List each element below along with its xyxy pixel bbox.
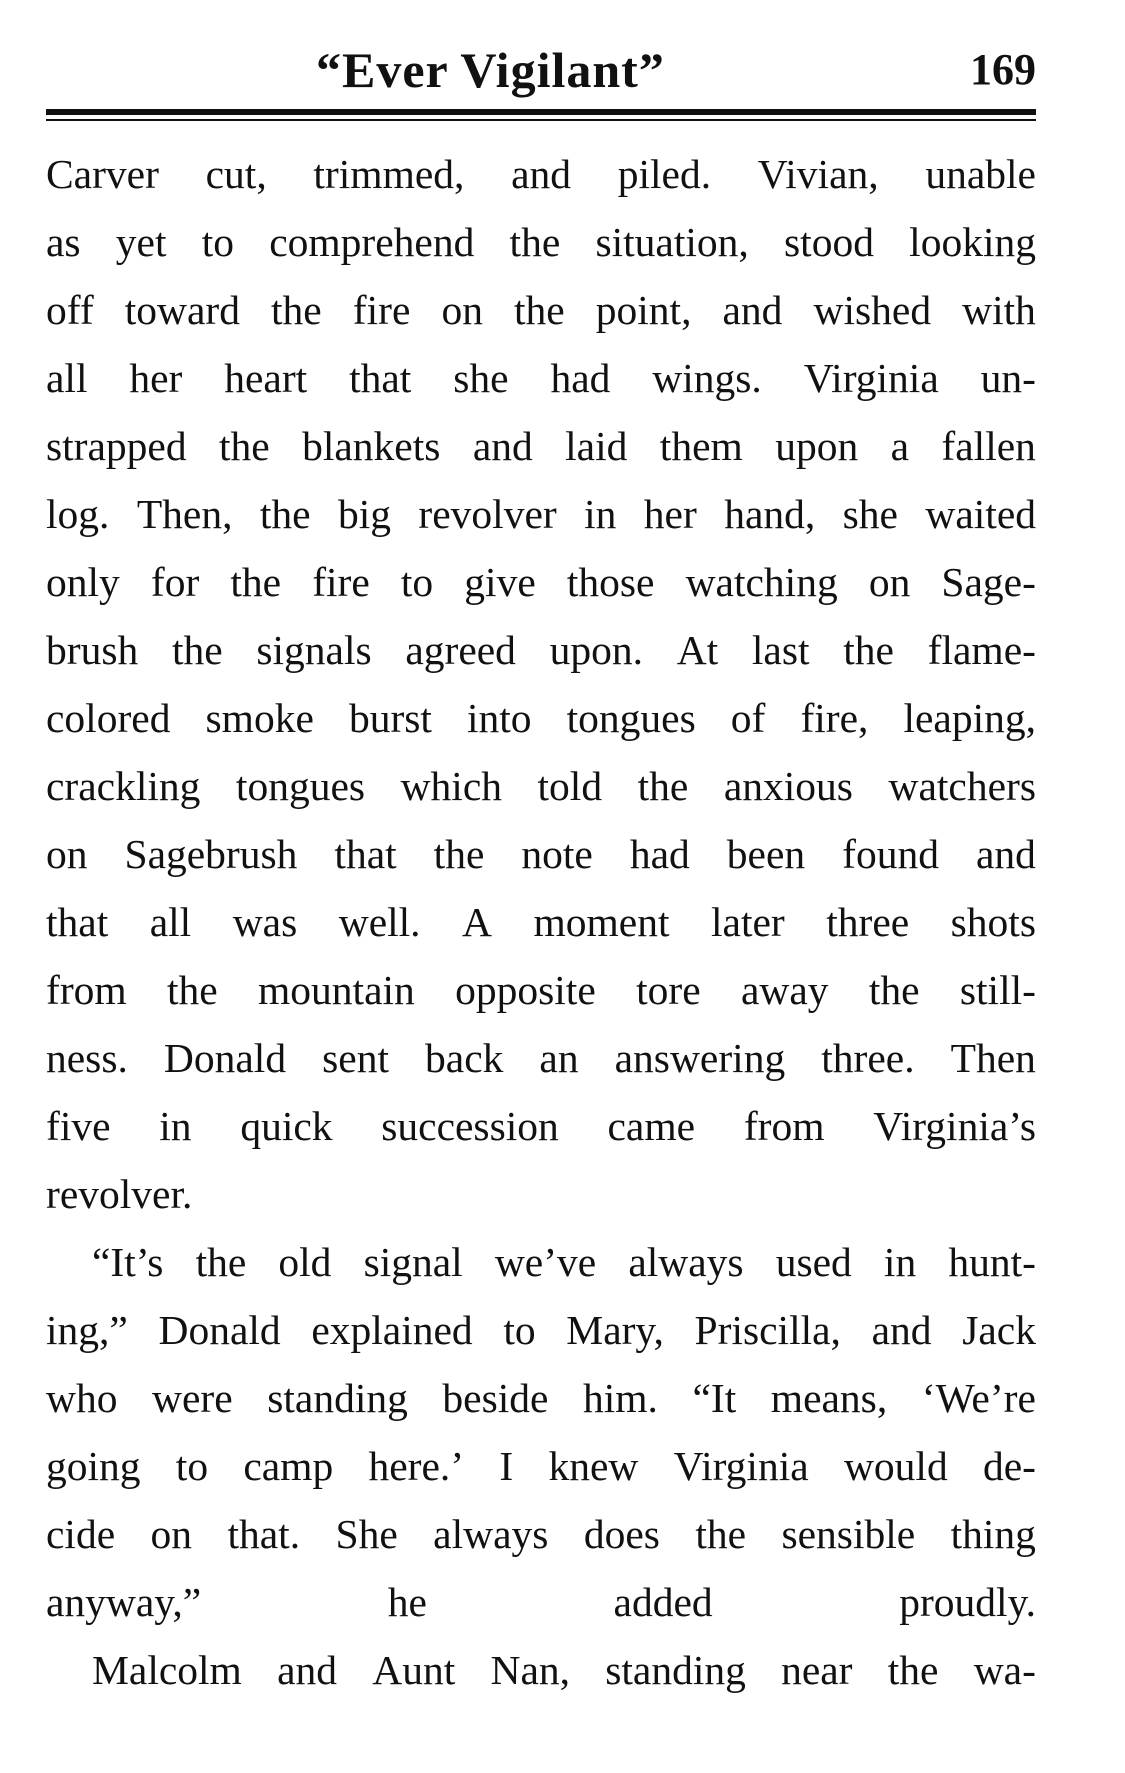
word: Jack: [962, 1307, 1036, 1353]
word: wa-: [973, 1647, 1036, 1693]
word: signals: [256, 627, 372, 673]
body-text: [46, 140, 1036, 1704]
word: watching: [685, 559, 838, 605]
text-line: [46, 548, 1036, 616]
word: Virginia: [673, 1443, 809, 1489]
word: the: [230, 559, 282, 605]
word: would: [843, 1443, 948, 1489]
word: trimmed,: [313, 151, 465, 197]
word: camp: [243, 1443, 334, 1489]
word: waited: [925, 491, 1036, 537]
word: always: [628, 1239, 744, 1285]
word: the: [868, 967, 920, 1013]
word: fire: [312, 559, 370, 605]
word: point,: [595, 287, 692, 333]
word: ness.: [46, 1035, 128, 1081]
word: tongues: [235, 763, 366, 809]
word: off: [46, 287, 94, 333]
word: to: [201, 219, 234, 265]
word: big: [337, 491, 392, 537]
word: as: [46, 219, 81, 265]
word: fallen: [941, 423, 1036, 469]
word: smoke: [205, 695, 314, 741]
word: beside: [442, 1375, 549, 1421]
word: upon.: [549, 627, 643, 673]
word: tore: [636, 967, 701, 1013]
paragraph-3: [46, 1636, 1036, 1704]
word: knew: [548, 1443, 639, 1489]
word: standing: [267, 1375, 408, 1421]
header-rule: [46, 109, 1036, 123]
word: only: [46, 559, 120, 605]
word: thing: [950, 1511, 1036, 1557]
word: Sagebrush: [124, 831, 298, 877]
word: revolver: [418, 491, 557, 537]
text-line: [46, 344, 1036, 412]
word: always: [433, 1511, 549, 1557]
word: and: [976, 831, 1036, 877]
word: she: [842, 491, 898, 537]
word: on: [441, 287, 483, 333]
word: Donald: [163, 1035, 287, 1081]
text-line: [46, 1228, 1036, 1296]
word: going: [46, 1443, 141, 1489]
word: who: [46, 1375, 118, 1421]
text-line: [46, 684, 1036, 752]
word: strapped: [46, 423, 187, 469]
text-line: [46, 276, 1036, 344]
word: agreed: [405, 627, 516, 673]
word: came: [607, 1103, 696, 1149]
word: we’ve: [494, 1239, 597, 1285]
text-line: [46, 1432, 1036, 1500]
word: answering: [614, 1035, 786, 1081]
page-number: 169: [970, 45, 1036, 94]
word: un-: [980, 355, 1036, 401]
word: toward: [124, 287, 240, 333]
word: and: [871, 1307, 932, 1353]
paragraph-1: [46, 140, 1036, 1228]
word: wings.: [652, 355, 762, 401]
word: moment: [533, 899, 670, 945]
word: Vivian,: [757, 151, 879, 197]
word: burst: [348, 695, 432, 741]
word: signal: [363, 1239, 463, 1285]
word: old: [278, 1239, 332, 1285]
header-rule-thin: [46, 119, 1036, 121]
word: on: [150, 1511, 193, 1557]
word: log.: [46, 491, 110, 537]
word: give: [464, 559, 536, 605]
word: Carver: [46, 151, 159, 197]
word: Virginia: [803, 355, 939, 401]
word: ing,”: [46, 1307, 128, 1353]
word: the: [271, 287, 322, 333]
chapter-title: “Ever Vigilant”: [316, 42, 665, 98]
word: all: [46, 355, 88, 401]
word: Then,: [136, 491, 233, 537]
word: heart: [224, 355, 308, 401]
word: the: [695, 1511, 747, 1557]
word: piled.: [617, 151, 712, 197]
word: last: [751, 627, 810, 673]
word: Then: [950, 1035, 1036, 1081]
word: for: [150, 559, 200, 605]
word: the: [171, 627, 223, 673]
word: Sage-: [941, 559, 1036, 605]
word: stood: [784, 219, 874, 265]
word: the: [167, 967, 218, 1013]
word: leaping,: [903, 695, 1036, 741]
word: Virginia’s: [873, 1103, 1036, 1149]
word: that: [334, 831, 397, 877]
word: into: [467, 695, 532, 741]
text-line: [46, 412, 1036, 480]
text-line: [46, 1296, 1036, 1364]
word: and: [472, 423, 533, 469]
text-line: [46, 208, 1036, 276]
book-page: [46, 0, 1036, 1773]
word: those: [566, 559, 655, 605]
word: explained: [311, 1307, 473, 1353]
word: tongues: [566, 695, 696, 741]
text-line: revolver.: [46, 1171, 193, 1217]
word: were: [152, 1375, 233, 1421]
word: that.: [227, 1511, 301, 1557]
text-line: [46, 820, 1036, 888]
word: that: [349, 355, 412, 401]
word: from: [743, 1103, 825, 1149]
text-line: [46, 140, 1036, 208]
word: the: [509, 219, 561, 265]
word: she: [453, 355, 509, 401]
word: Donald: [158, 1307, 281, 1353]
word: been: [726, 831, 806, 877]
word: Aunt: [372, 1647, 456, 1693]
word: colored: [46, 695, 171, 741]
word: sent: [322, 1035, 389, 1081]
word: her: [643, 491, 697, 537]
word: A: [462, 899, 493, 945]
word: the: [514, 287, 565, 333]
word: ‘We’re: [921, 1375, 1036, 1421]
text-line: [46, 1092, 1036, 1160]
word: crackling: [46, 763, 201, 809]
text-line: [46, 956, 1036, 1024]
word: later: [711, 899, 785, 945]
word: still-: [959, 967, 1036, 1013]
word: found: [842, 831, 939, 877]
word: She: [335, 1511, 398, 1557]
word: unable: [925, 151, 1036, 197]
word: told: [537, 763, 603, 809]
word: of: [730, 695, 766, 741]
word: in: [883, 1239, 917, 1285]
word: blankets: [302, 423, 441, 469]
header-rule-thick: [46, 109, 1036, 115]
word: to: [175, 1443, 209, 1489]
word: hunt-: [948, 1239, 1036, 1285]
text-line: [46, 888, 1036, 956]
word: all: [149, 899, 192, 945]
word: looking: [909, 219, 1036, 265]
text-line: [46, 752, 1036, 820]
word: cide: [46, 1511, 116, 1557]
word: from: [46, 967, 127, 1013]
word: the: [259, 491, 311, 537]
word: back: [425, 1035, 504, 1081]
word: here.’: [368, 1443, 465, 1489]
word: and: [722, 287, 783, 333]
word: opposite: [455, 967, 596, 1013]
word: situation,: [595, 219, 749, 265]
word: on: [868, 559, 911, 605]
word: de-: [982, 1443, 1036, 1489]
text-line: [46, 1024, 1036, 1092]
word: the: [637, 763, 689, 809]
word: yet: [115, 219, 167, 265]
word: mountain: [258, 967, 415, 1013]
word: them: [659, 423, 743, 469]
word: quick: [240, 1103, 333, 1149]
running-head: [46, 38, 1036, 102]
word: upon: [775, 423, 859, 469]
word: does: [583, 1511, 660, 1557]
word: away: [740, 967, 829, 1013]
word: sensible: [781, 1511, 916, 1557]
word: watchers: [888, 763, 1036, 809]
word: had: [629, 831, 690, 877]
word: in: [584, 491, 617, 537]
text-line: [46, 1364, 1036, 1432]
word: the: [843, 627, 894, 673]
word: on: [46, 831, 88, 877]
word: Malcolm: [92, 1647, 242, 1693]
word: anxious: [723, 763, 853, 809]
text-line: anyway,” he added proudly.: [46, 1579, 1036, 1625]
word: with: [962, 287, 1036, 333]
word: At: [676, 627, 719, 673]
word: used: [775, 1239, 852, 1285]
word: laid: [565, 423, 628, 469]
word: means,: [770, 1375, 888, 1421]
word: I: [499, 1443, 514, 1489]
word: standing: [605, 1647, 746, 1693]
word: to: [400, 559, 434, 605]
text-line: [46, 1500, 1036, 1568]
word: was: [232, 899, 298, 945]
word: brush: [46, 627, 139, 673]
word: him.: [582, 1375, 658, 1421]
word: the: [887, 1647, 939, 1693]
word: note: [521, 831, 593, 877]
word: her: [129, 355, 183, 401]
word: to: [503, 1307, 536, 1353]
word: well.: [338, 899, 421, 945]
word: fire: [352, 287, 411, 333]
word: fire,: [800, 695, 869, 741]
word: and: [277, 1647, 337, 1693]
word: near: [781, 1647, 853, 1693]
word: an: [539, 1035, 579, 1081]
text-line: [46, 616, 1036, 684]
word: cut,: [205, 151, 267, 197]
word: comprehend: [269, 219, 475, 265]
word: Nan,: [490, 1647, 570, 1693]
word: three: [826, 899, 910, 945]
word: a: [890, 423, 910, 469]
word: Mary,: [566, 1307, 664, 1353]
word: wished: [813, 287, 932, 333]
word: and: [511, 151, 572, 197]
word: Priscilla,: [694, 1307, 841, 1353]
paragraph-2: [46, 1228, 1036, 1636]
word: “It’s: [92, 1239, 164, 1285]
word: had: [550, 355, 611, 401]
word: which: [400, 763, 502, 809]
word: five: [46, 1103, 111, 1149]
word: the: [195, 1239, 247, 1285]
word: shots: [950, 899, 1036, 945]
word: that: [46, 899, 109, 945]
word: the: [433, 831, 485, 877]
word: the: [219, 423, 270, 469]
word: “It: [692, 1375, 737, 1421]
word: hand,: [724, 491, 816, 537]
word: flame-: [927, 627, 1036, 673]
word: three.: [821, 1035, 915, 1081]
text-line: [46, 480, 1036, 548]
word: succession: [381, 1103, 559, 1149]
text-line: [46, 1636, 1036, 1704]
word: in: [159, 1103, 192, 1149]
